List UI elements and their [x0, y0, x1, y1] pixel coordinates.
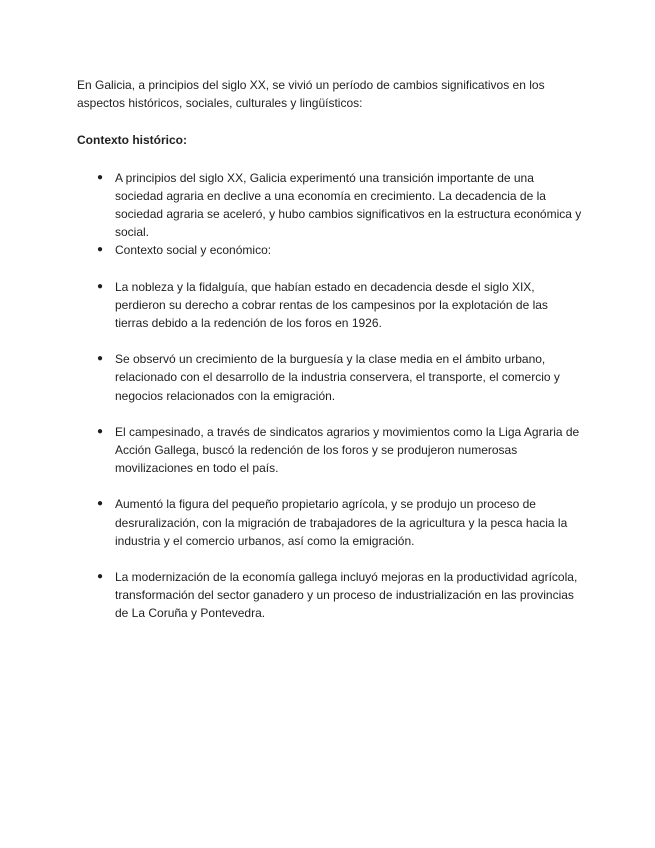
bullet-icon: ● [97, 244, 104, 256]
document-body [77, 76, 582, 623]
list-item-text: La nobleza y la fidalguía, que habían estado en decadencia desde el siglo XIX, perdieron su derecho a cobrar rentas de los campesinos por la explotación de las tierras debido a la redención de los foros en 1926. [115, 279, 548, 331]
list-item-text: Se observó un crecimiento de la burguesía y la clase media en el ámbito urbano, relacionado con el desarrollo de la industria conservera, el transporte, el comercio y negocios relacionados con la emigración. [115, 352, 560, 403]
bullet-icon: ● [97, 498, 104, 510]
list-item-text: La modernización de la economía gallega incluyó mejoras en la productividad agrícola, transformación del sector ganadero y un proceso de industrialización en las provincias de La Coruña y Pontevedra. [115, 570, 578, 621]
list-item [77, 568, 582, 623]
list-item-text: El campesinado, a través de sindicatos agrarios y movimientos como la Liga Agraria de Acción Gallega, buscó la redención de los foros y se produjeron numerosas movilizaciones en todo el país. [115, 424, 580, 476]
bullet-icon: ● [97, 425, 104, 437]
list-item [77, 278, 582, 333]
intro-paragraph: En Galicia, a principios del siglo XX, se vivió un período de cambios significativos en los aspectos históricos, sociales, culturales y lingüísticos: [77, 78, 545, 111]
bullet-icon: ● [97, 353, 104, 365]
bullet-icon: ● [97, 280, 104, 292]
bullet-icon: ● [97, 571, 104, 583]
list-item-text: Contexto social y económico: [115, 243, 272, 258]
list-item [77, 241, 582, 259]
list-item-text: A principios del siglo XX, Galicia experimentó una transición importante de una sociedad agraria en declive a una economía en crecimiento. La decadencia de la sociedad agraria se aceleró, y hubo cambios significativos en la estructura económica y social. [115, 170, 582, 240]
list-item [77, 350, 582, 405]
list-item [77, 169, 582, 242]
bullet-list [77, 169, 582, 623]
list-item-text: Aumentó la figura del pequeño propietario agrícola, y se produjo un proceso de desruralización, con la migración de trabajadores de la agricultura y la pesca hacia la industria y el comercio urbanos, así como la emigración. [115, 497, 568, 548]
list-item [77, 495, 582, 550]
section-heading: Contexto histórico: [77, 133, 187, 148]
bullet-icon: ● [97, 171, 104, 183]
list-item [77, 423, 582, 478]
